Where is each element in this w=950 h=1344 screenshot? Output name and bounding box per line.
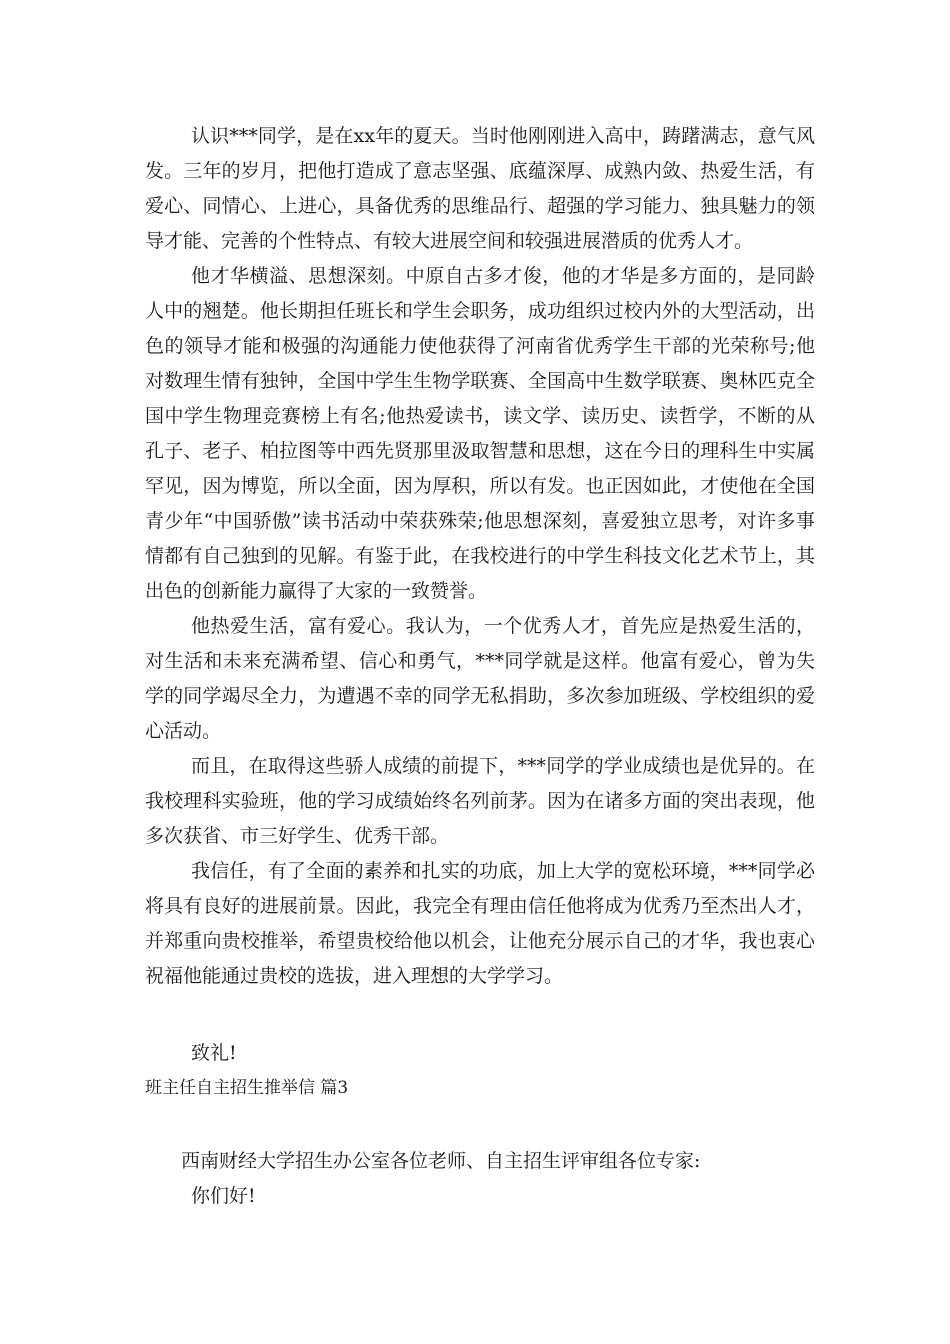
paragraph-talent: 他才华横溢、思想深刻。中原自古多才俊，他的才华是多方面的，是同龄人中的翘楚。他长期担任班长和学生会职务，成功组织过校内外的大型活动，出色的领导才能和极强的沟通能力使他获得了河南省优秀学生干部的光荣称号;他对数理生情有独钟，全国中学生生物学联赛、全国高中生数学联赛、奥林匹克全国中学生物理竞赛榜上有名;他热爱读书，读文学、读历史、读哲学，不断的从孔子、老子、柏拉图等中西先贤那里汲取智慧和思想，这在今日的理科生中实属罕见，因为博览，所以全面，因为厚积，所以有发。也正因如此，才使他在全国青少年“中国骄傲”读书活动中荣获殊荣;他思想深刻，喜爱独立思考，对许多事情都有自己独到的见解。有鉴于此，在我校进行的中学生科技文化艺术节上，其出色的创新能力赢得了大家的一致赞誉。	[145, 265, 815, 602]
paragraph-academics: 而且，在取得这些骄人成绩的前提下，***同学的学业成绩也是优异的。在我校理科实验班，他的学习成绩始终名列前茅。因为在诸多方面的突出表现，他多次获省、市三好学生、优秀干部。	[145, 755, 815, 847]
section-heading: 班主任自主招生推举信 篇3	[145, 1078, 349, 1098]
closing-line: 致礼!	[191, 1042, 237, 1064]
paragraph-love-of-life: 他热爱生活，富有爱心。我认为，一个优秀人才，首先应是热爱生活的，对生活和未来充满希望、信心和勇气，***同学就是这样。他富有爱心，曾为失学的同学竭尽全力，为遭遇不幸的同学无私捐助，多次参加班级、学校组织的爱心活动。	[145, 615, 815, 742]
paragraph-introduction: 认识***同学，是在xx年的夏天。当时他刚刚进入高中，踌躇满志，意气风发。三年的岁月，把他打造成了意志坚强、底蕴深厚、成熟内敛、热爱生活，有爱心、同情心、上进心，具备优秀的思维品行、超强的学习能力、独具魅力的领导才能、完善的个性特点、有较大进展空间和较强进展潜质的优秀人才。	[145, 125, 815, 252]
letter-body	[145, 119, 815, 994]
greeting-line: 你们好!	[191, 1185, 256, 1207]
salutation-line: 西南财经大学招生办公室各位老师、自主招生评审组各位专家:	[181, 1150, 701, 1172]
paragraph-recommendation: 我信任，有了全面的素养和扎实的功底，加上大学的宽松环境，***同学必将具有良好的进展前景。因此，我完全有理由信任他将成为优秀乃至杰出人才，并郑重向贵校推举，希望贵校给他以机会，让他充分展示自己的才华，我也衷心祝福他能通过贵校的选拔，进入理想的大学学习。	[145, 860, 815, 987]
